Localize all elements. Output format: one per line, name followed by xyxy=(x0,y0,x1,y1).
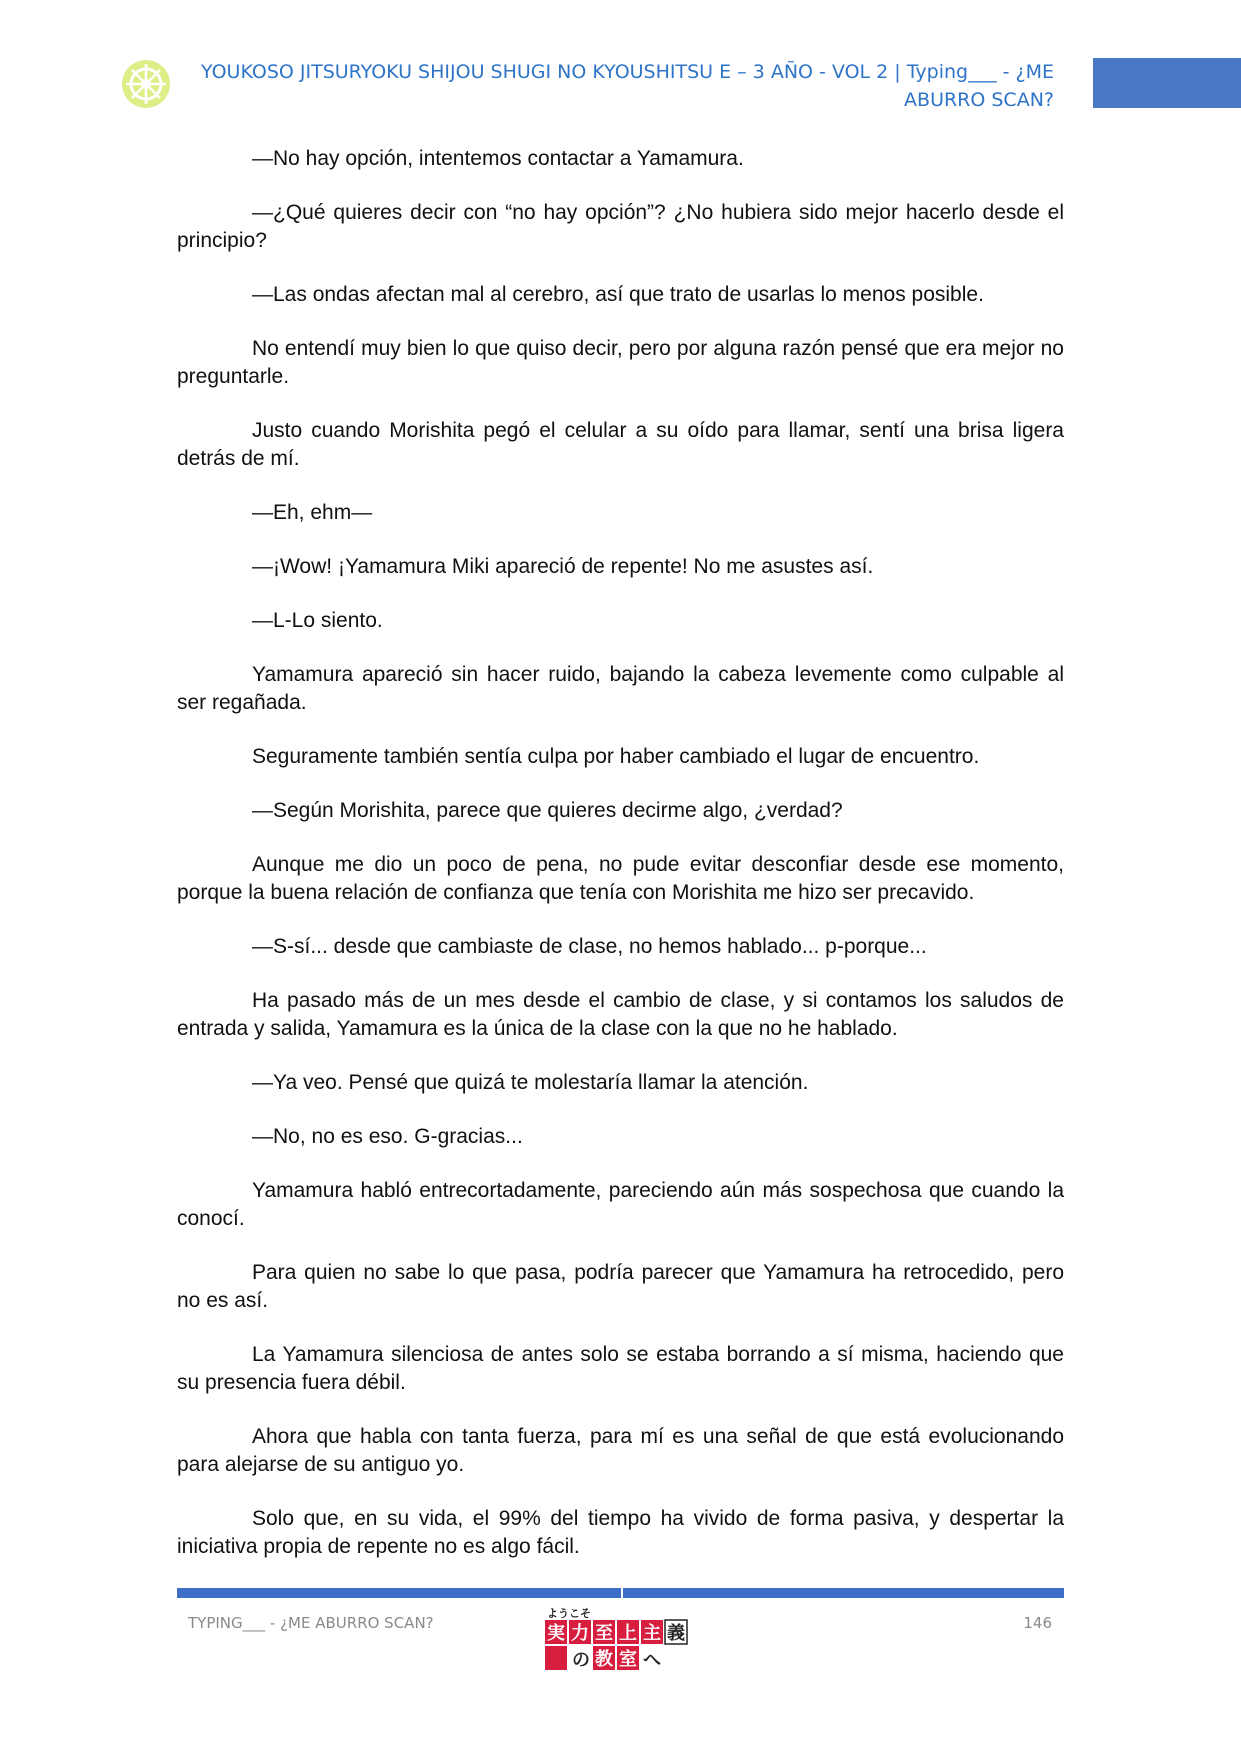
paragraph: —S-sí... desde que cambiaste de clase, no hemos hablado... p-porque... xyxy=(252,935,927,958)
paragraph: Yamamura apareció sin hacer ruido, bajando la cabeza levemente como culpable al ser regañada. xyxy=(177,663,1064,714)
running-header-line-1: YOUKOSO JITSURYOKU SHIJOU SHUGI NO KYOUSHITSU E – 3 AÑO - VOL 2 | Typing___ - ¿ME xyxy=(201,61,1054,83)
paragraph: Ha pasado más de un mes desde el cambio de clase, y si contamos los saludos de entrada y salida, Yamamura es la única de la clase con la que no he hablado. xyxy=(177,989,1064,1040)
footer-credit: TYPING___ - ¿ME ABURRO SCAN? xyxy=(188,1614,434,1632)
running-header xyxy=(190,58,1054,114)
footer-rule xyxy=(177,1588,1064,1598)
paragraph: Yamamura habló entrecortadamente, pareciendo aún más sospechosa que cuando la conocí. xyxy=(177,1179,1064,1230)
page-body xyxy=(177,145,1064,1587)
paragraph: Solo que, en su vida, el 99% del tiempo ha vivido de forma pasiva, y despertar la iniciativa propia de repente no es algo fácil. xyxy=(177,1507,1064,1558)
paragraph: —Según Morishita, parece que quieres decirme algo, ¿verdad? xyxy=(252,799,843,822)
logo-char: 義 xyxy=(667,1623,685,1644)
paragraph: —No hay opción, intentemos contactar a Yamamura. xyxy=(252,147,744,170)
paragraph: —Las ondas afectan mal al cerebro, así que trato de usarlas lo menos posible. xyxy=(252,283,984,306)
paragraph: No entendí muy bien lo que quiso decir, pero por alguna razón pensé que era mejor no preguntarle. xyxy=(177,337,1064,388)
sun-emblem-icon xyxy=(120,58,172,110)
series-logo xyxy=(545,1606,695,1674)
paragraph: Seguramente también sentía culpa por haber cambiado el lugar de encuentro. xyxy=(252,745,980,768)
logo-char: 主 xyxy=(643,1623,661,1644)
page-number: 146 xyxy=(1023,1614,1052,1632)
logo-char: 室 xyxy=(619,1649,637,1670)
paragraph: —¿Qué quieres decir con “no hay opción”? ¿No hubiera sido mejor hacerlo desde el principio? xyxy=(177,201,1064,252)
logo-char: 上 xyxy=(619,1623,637,1644)
paragraph: Justo cuando Morishita pegó el celular a su oído para llamar, sentí una brisa ligera detrás de mí. xyxy=(177,419,1064,470)
header-accent-bar xyxy=(1093,58,1241,108)
logo-top-text: ようこそ xyxy=(547,1607,591,1620)
logo-char: へ xyxy=(643,1650,661,1671)
paragraph: Ahora que habla con tanta fuerza, para mí es una señal de que está evolucionando para alejarse de su antiguo yo. xyxy=(177,1425,1064,1476)
logo-char: 実 xyxy=(547,1623,565,1644)
paragraph: —No, no es eso. G-gracias... xyxy=(252,1125,523,1148)
paragraph: —Eh, ehm— xyxy=(252,501,373,524)
paragraph: —Ya veo. Pensé que quizá te molestaría llamar la atención. xyxy=(252,1071,809,1094)
paragraph: Para quien no sabe lo que pasa, podría parecer que Yamamura ha retrocedido, pero no es así. xyxy=(177,1261,1064,1312)
logo-char: 至 xyxy=(595,1623,613,1644)
paragraph: —L-Lo siento. xyxy=(252,609,383,632)
logo-char: の xyxy=(572,1650,590,1671)
running-header-line-2: ABURRO SCAN? xyxy=(904,89,1054,111)
logo-char: 力 xyxy=(571,1623,589,1644)
paragraph: —¡Wow! ¡Yamamura Miki apareció de repente! No me asustes así. xyxy=(252,555,874,578)
paragraph: La Yamamura silenciosa de antes solo se estaba borrando a sí misma, haciendo que su presencia fuera débil. xyxy=(177,1343,1064,1394)
logo-char: 教 xyxy=(595,1649,613,1670)
paragraph: Aunque me dio un poco de pena, no pude evitar desconfiar desde ese momento, porque la buena relación de confianza que tenía con Morishita me hizo ser precavido. xyxy=(177,853,1064,904)
